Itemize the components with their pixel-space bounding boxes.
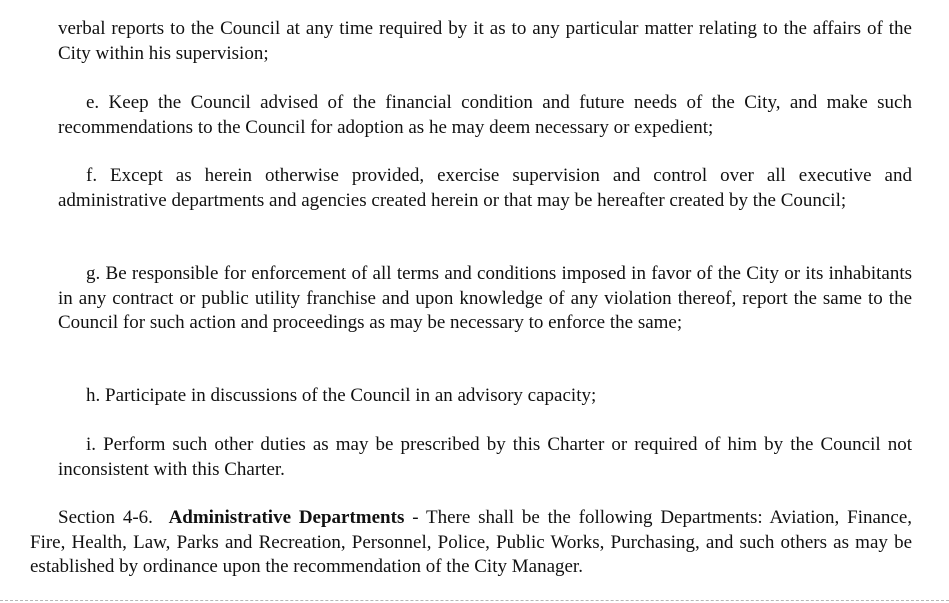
continuation-paragraph: verbal reports to the Council at any time required by it as to any particular matter relating to the affairs of the City within his supervision; (58, 18, 912, 64)
item-e-paragraph: e. Keep the Council advised of the financial condition and future needs of the City, and make such recommendations to the Council for adoption as he may deem necessary or expedient; (58, 92, 912, 138)
section-title: Administrative Departments (168, 507, 405, 528)
section-4-6-paragraph (30, 506, 912, 580)
item-i-paragraph: i. Perform such other duties as may be prescribed by this Charter or required of him by the Council not inconsistent with this Charter. (58, 434, 912, 480)
item-h-paragraph: h. Participate in discussions of the Council in an advisory capacity; (86, 385, 597, 406)
item-f-paragraph: f. Except as herein otherwise provided, exercise supervision and control over all executive and administrative departments and agencies created herein or that may be hereafter created by the Council; (58, 165, 912, 211)
item-g-paragraph: g. Be responsible for enforcement of all terms and conditions imposed in favor of the City or its inhabitants in any contract or public utility franchise and upon knowledge of any violation thereof, report the same to the Council for such action and proceedings as may be necessary to enforce the same; (58, 263, 912, 333)
page-break-line (0, 600, 949, 601)
section-body: - There shall be the following Departments: Aviation, Finance, Fire, Health, Law, Parks and Recreation, Personnel, Police, Public Works, Purchasing, and such others as may be established by ordinance upon the recommendation of the City Manager. (30, 507, 913, 577)
section-number: Section 4-6. (58, 507, 153, 528)
